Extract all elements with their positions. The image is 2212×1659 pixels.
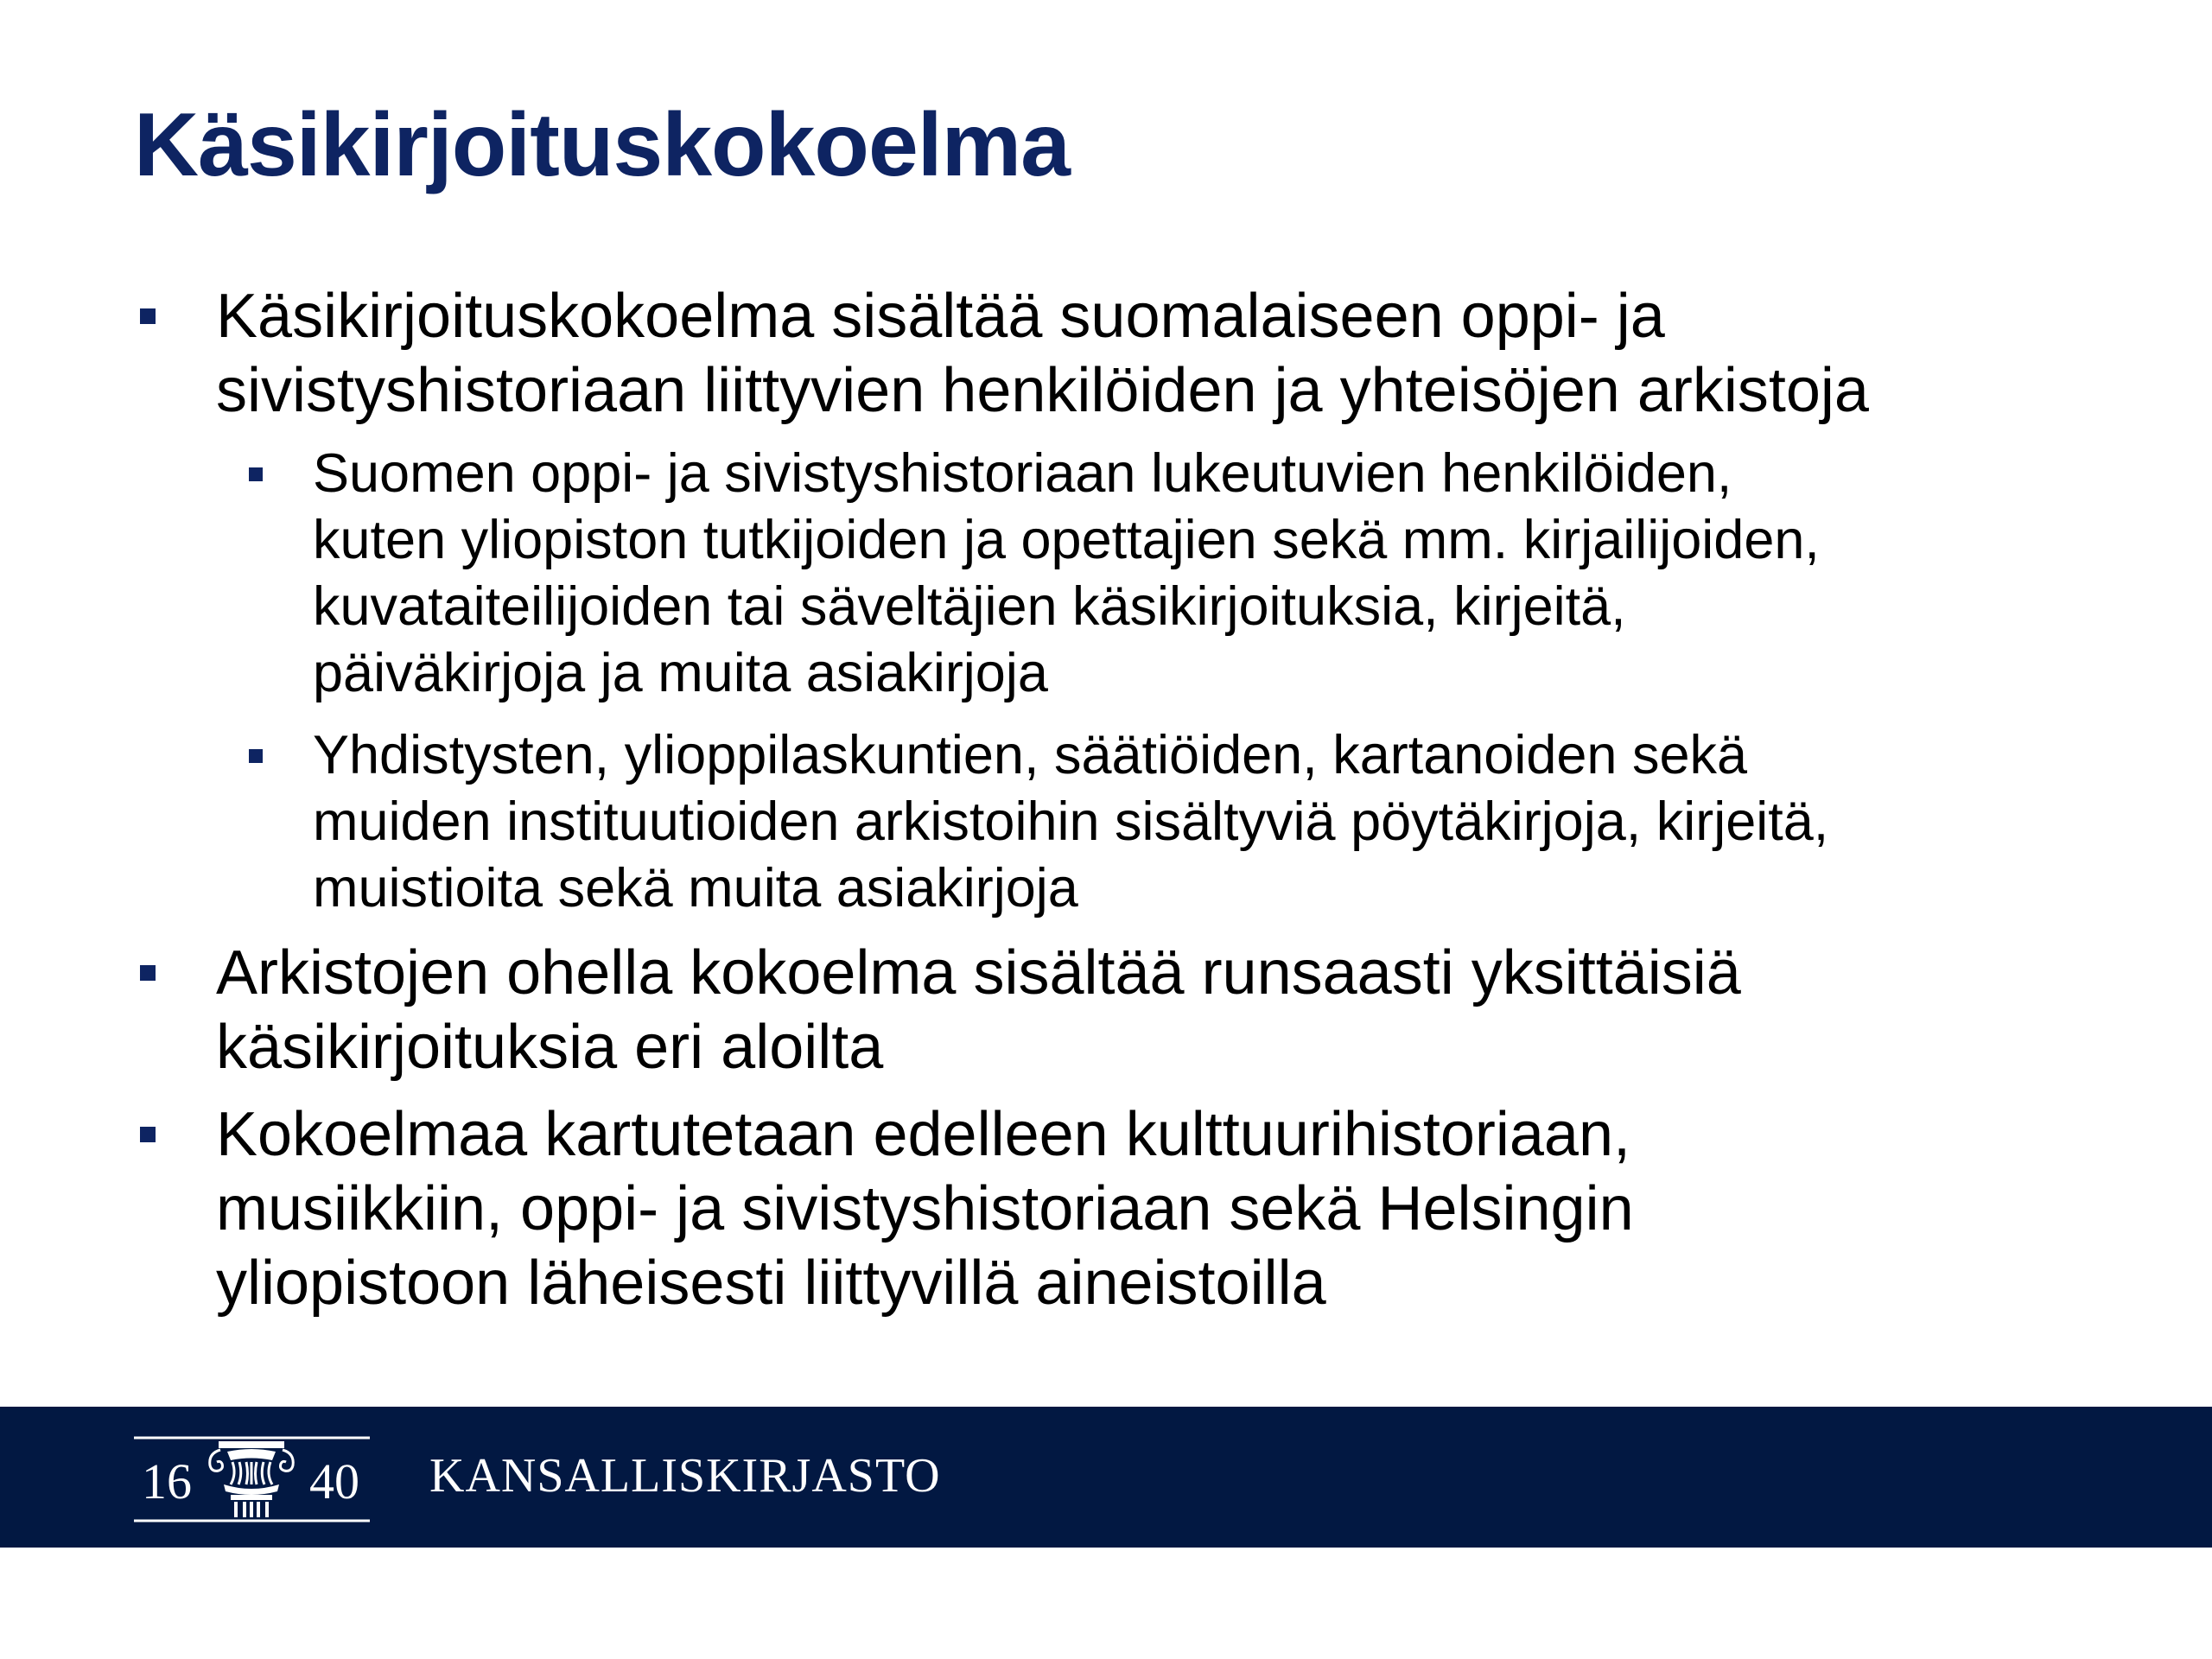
sub-bullet-text-line: kuten yliopiston tutkijoiden ja opettajien sekä mm. kirjailijoiden, xyxy=(313,510,1820,570)
logo-year-left: 16 xyxy=(142,1453,192,1510)
sub-bullet-item xyxy=(313,441,1820,707)
sub-bullet-text-line: päiväkirjoja ja muita asiakirjoja xyxy=(313,643,1048,703)
column-capital-icon xyxy=(210,1441,294,1517)
bullet-marker xyxy=(140,1127,156,1142)
bullet-item xyxy=(216,936,1741,1084)
sub-bullet-marker xyxy=(249,467,263,481)
bullet-marker xyxy=(140,308,156,324)
slide-title: Käsikirjoituskokoelma xyxy=(134,95,1070,195)
sub-bullet-text-line: Suomen oppi- ja sivistyshistoriaan lukeutuvien henkilöiden, xyxy=(313,443,1732,504)
sub-bullet-marker xyxy=(249,749,263,763)
sub-bullet-text-line: muistioita sekä muita asiakirjoja xyxy=(313,858,1078,918)
organization-name: KANSALLISKIRJASTO xyxy=(429,1449,941,1503)
bullet-text-line: musiikkiin, oppi- ja sivistyshistoriaan sekä Helsingin xyxy=(216,1174,1634,1243)
bullet-text-line: yliopistoon läheisesti liittyvillä aineistoilla xyxy=(216,1249,1326,1318)
sub-bullet-text-line: Yhdistysten, ylioppilaskuntien, säätiöiden, kartanoiden sekä xyxy=(313,725,1748,785)
bullet-text-line: Käsikirjoituskokoelma sisältää suomalaiseen oppi- ja xyxy=(216,282,1665,351)
bullet-text-line: käsikirjoituksia eri aloilta xyxy=(216,1013,884,1082)
library-logo xyxy=(134,1433,370,1526)
bullet-text-line: Kokoelmaa kartutetaan edelleen kulttuurihistoriaan, xyxy=(216,1100,1631,1169)
bullet-text-line: sivistyshistoriaan liittyvien henkilöiden ja yhteisöjen arkistoja xyxy=(216,356,1869,425)
bullet-item xyxy=(216,1097,1634,1320)
bullet-item xyxy=(216,279,1869,428)
sub-bullet-text-line: kuvataiteilijoiden tai säveltäjien käsikirjoituksia, kirjeitä, xyxy=(313,576,1626,637)
bullet-marker xyxy=(140,965,156,981)
sub-bullet-item xyxy=(313,722,1828,922)
bullet-text-line: Arkistojen ohella kokoelma sisältää runsaasti yksittäisiä xyxy=(216,938,1741,1007)
footer-band xyxy=(0,1407,2212,1548)
sub-bullet-text-line: muiden instituutioiden arkistoihin sisältyviä pöytäkirjoja, kirjeitä, xyxy=(313,791,1829,852)
logo-year-right: 40 xyxy=(309,1453,359,1510)
